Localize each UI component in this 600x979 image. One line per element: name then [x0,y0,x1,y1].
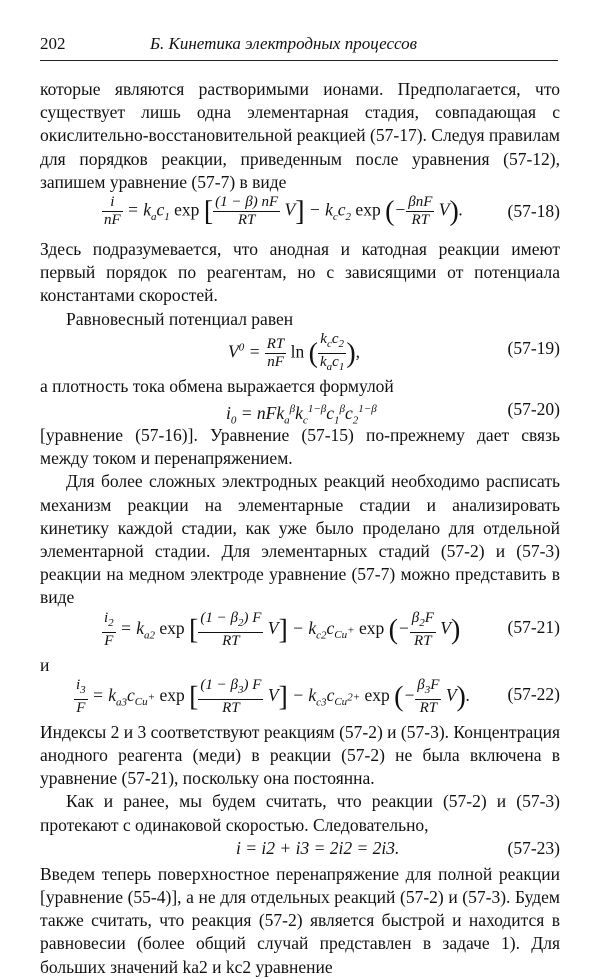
running-title: Б. Кинетика электродных процессов [150,34,417,53]
equation-57-22 [40,677,560,721]
page-number: 202 [40,34,66,53]
page-body [40,78,560,979]
equation-formula: $V^0$ = $\frac{RT}{nF}$ ln ( $\frac{k_cc_2}{k_ac_1}$ ), [228,330,361,373]
equation-57-19 [40,331,560,375]
paragraph-5: [уравнение (57-16)]. Уравнение (57-15) по-прежнему дает связь между током и перенапряжением. [40,425,560,469]
equation-57-21 [40,610,560,654]
equation-57-23 [40,837,560,863]
paragraph-2: Здесь подразумевается, что анодная и катодная реакции имеют первый порядок по реагентам, но с зависящими от потенциала константами скоростей. [40,239,560,306]
equation-number: (57-19) [507,337,560,358]
paragraph-7: и [40,654,50,675]
equation-number: (57-18) [507,201,560,222]
equation-formula: $i_0 = nFk_a^\beta k_c^{1-\beta}c_1^\beta c_2^{1-\beta}$ [226,402,377,427]
paragraph-3: Равновесный потенциал равен [66,308,294,329]
equation-57-20 [40,398,560,427]
equation-formula: $\frac{i_3}{F}$ = $k_{a3}c_{Cu^+}$ exp [ $\frac{(1 - \beta_3) F}{RT}$ $V] - k_{c3}c_{Cu^{2+}}$ exp (− $\frac{\beta_3F}{RT}$ V). [76,676,471,716]
equation-formula: $\frac{i}{nF}$ = $k_ac_1$ exp [ $\frac{(1 - \beta) nF}{RT}$ $V] - k_cc_2$ exp (− $\frac{\text{βnF}}{RT}$ V). [104,194,464,229]
equation-number: (57-20) [507,399,560,420]
equation-number: (57-21) [507,616,560,637]
paragraph-4: а плотность тока обмена выражается формулой [40,375,394,396]
paragraph-6: Для более сложных электродных реакций необходимо расписать механизм реакции на элементарные стадии и анализировать кинетику каждой стадии, как уже было проделано для отдельной элементарной стадии. Для элементарных стадий (57-2) и (57-3) реакции на медном электроде уравнение (57-7) можно представить в виде [40,471,560,608]
equation-formula: $\frac{i_2}{F}$ = $k_{a2}$ exp [ $\frac{(1 - \beta_2) F}{RT}$ $V] - k_{c2}c_{Cu^+}$ exp (− $\frac{\beta_2F}{RT}$ V) [104,609,461,649]
equation-57-18 [40,194,560,238]
paragraph-1: которые являются растворимыми ионами. Предполагается, что существует лишь одна элементарная стадия, совпадающая с окислительно-восстановительной реакцией (57-17). Следуя правилам для порядков реакции, приведенным после уравнения (57-12), запишем уравнение (57-7) в виде [40,79,560,192]
equation-number: (57-23) [507,837,560,858]
paragraph-8: Индексы 2 и 3 соответствуют реакциям (57-2) и (57-3). Концентрация анодного реагента (меди) в реакции (57-2) не была включена в уравнение (57-21), поскольку она постоянна. [40,721,560,789]
equation-number: (57-22) [507,683,560,704]
paragraph-10: Введем теперь поверхностное перенапряжение для полной реакции [уравнение (55-4)], а не для отдельных реакций (57-2) и (57-3). Будем также считать, что реакция (57-2) является быстрой и находится в равновесии (более общий случай представлен в задаче 1). Для больших значений ka2 и kc2 уравнение [40,863,560,977]
running-header [40,34,558,61]
paragraph-9: Как и ранее, мы будем считать, что реакции (57-2) и (57-3) протекают с одинаковой скоростью. Следовательно, [40,791,560,835]
equation-formula: i = i2 + i3 = 2i2 = 2i3. [236,837,400,858]
